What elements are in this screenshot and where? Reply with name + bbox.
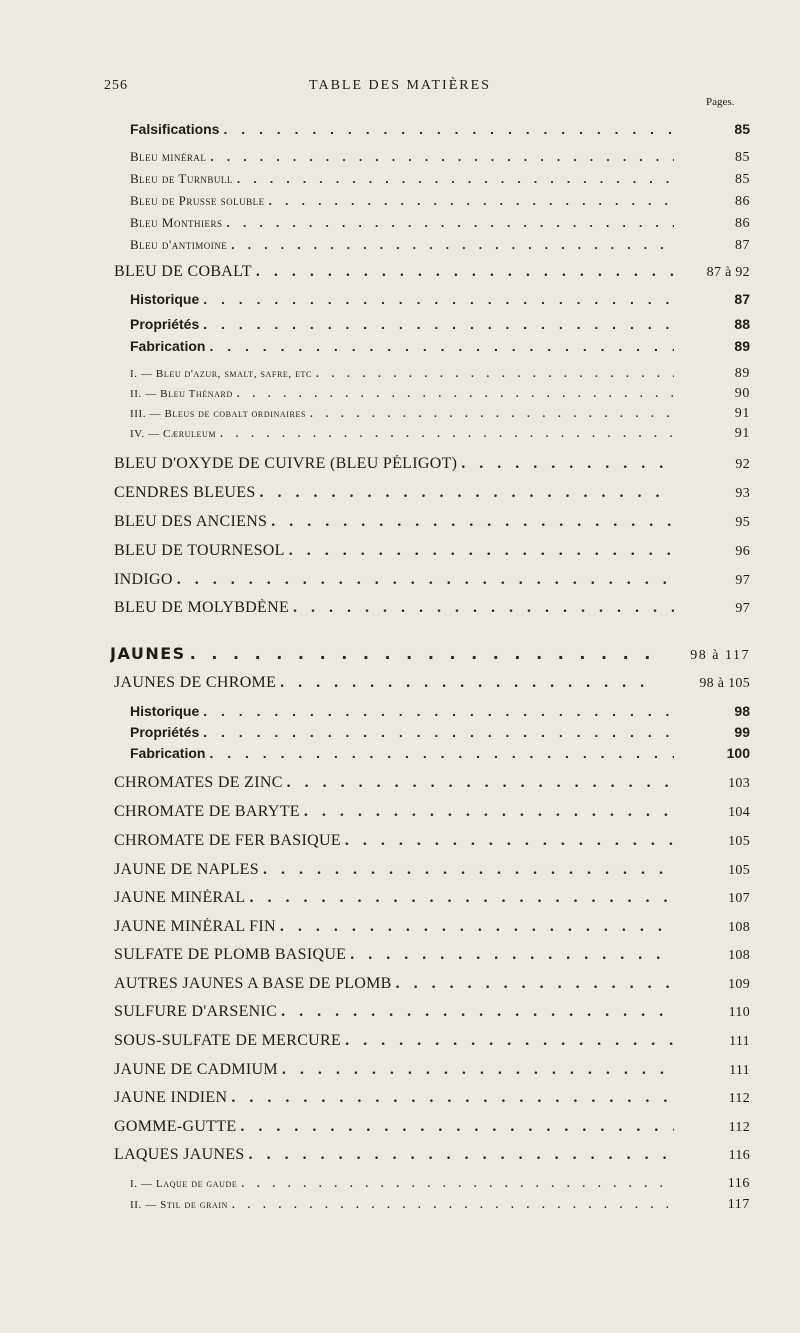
toc-entry: JAUNE MINÉRAL . . . 107	[114, 889, 750, 907]
toc-entry: Falsifications . . . 85	[130, 121, 750, 137]
page-number: 256	[104, 78, 128, 93]
toc-entry: Fabrication . . . 89	[130, 338, 750, 354]
toc-entry: CHROMATES DE ZINC . . . 103	[114, 774, 750, 792]
toc-entry: GOMME-GUTTE . . . 112	[114, 1118, 750, 1136]
toc-entry: SOUS-SULFATE DE MERCURE . . . 111	[114, 1032, 750, 1050]
running-title: TABLE DES MATIÈRES	[309, 78, 491, 93]
toc-entry: Bleu de Prusse soluble . . . 86	[130, 193, 750, 210]
toc-entry: BLEU D'OXYDE DE CUIVRE (BLEU PÉLIGOT) . . . 92	[114, 455, 750, 473]
toc-entry: INDIGO . . . 97	[114, 571, 750, 589]
toc-entry: III. — Bleus de cobalt ordinaires . . . 91	[130, 406, 750, 422]
toc-entry: JAUNE DE NAPLES . . . 105	[114, 861, 750, 879]
toc-entry: Bleu Monthiers . . . 86	[130, 215, 750, 232]
toc-section-heading: JAUNES . . . 98 à 117	[110, 644, 750, 664]
toc-entry: AUTRES JAUNES A BASE DE PLOMB . . . 109	[114, 975, 750, 993]
toc-entry: I. — Bleu d'azur, smalt, safre, etc . . . 89	[130, 366, 750, 382]
toc-entry: CENDRES BLEUES . . . 93	[114, 484, 750, 502]
toc-entry: IV. — Cæruleum . . . 91	[130, 426, 750, 442]
toc-entry: BLEU DE COBALT . . . 87 à 92	[114, 263, 750, 281]
toc-entry: Historique . . . 87	[130, 291, 750, 307]
toc-entry: I. — Laque de gaude . . . 116	[130, 1176, 750, 1192]
toc-entry: Bleu minéral . . . 85	[130, 149, 750, 166]
toc-entry: Bleu de Turnbull . . . 85	[130, 171, 750, 188]
toc-entry: Propriétés . . . 99	[130, 724, 750, 740]
toc-entry: BLEU DE TOURNESOL . . . 96	[114, 542, 750, 560]
pages-column-label: Pages.	[706, 96, 735, 108]
toc-entry: JAUNES DE CHROME . . . 98 à 105	[114, 674, 750, 692]
toc-entry: JAUNE INDIEN . . . 112	[114, 1089, 750, 1107]
toc-entry: CHROMATE DE FER BASIQUE . . . 105	[114, 832, 750, 850]
toc-entry: BLEU DE MOLYBDÈNE . . . 97	[114, 599, 750, 617]
toc-entry: Historique . . . 98	[130, 703, 750, 719]
toc-entry: LAQUES JAUNES . . . 116	[114, 1146, 750, 1164]
toc-entry: II. — Stil de grain . . . 117	[130, 1197, 750, 1213]
toc-entry: II. — Bleu Thénard . . . 90	[130, 386, 750, 402]
toc-entry: JAUNE DE CADMIUM . . . 111	[114, 1061, 750, 1079]
toc-entry: Propriétés . . . 88	[130, 316, 750, 332]
toc-entry: Bleu d'antimoine . . . 87	[130, 237, 750, 254]
toc-entry: CHROMATE DE BARYTE . . . 104	[114, 803, 750, 821]
toc-entry: SULFURE D'ARSENIC . . . 110	[114, 1003, 750, 1021]
toc-entry: Fabrication . . . 100	[130, 745, 750, 761]
toc-entry: SULFATE DE PLOMB BASIQUE . . . 108	[114, 946, 750, 964]
toc-entry: BLEU DES ANCIENS . . . 95	[114, 513, 750, 531]
toc-entry: JAUNE MINÉRAL FIN . . . 108	[114, 918, 750, 936]
